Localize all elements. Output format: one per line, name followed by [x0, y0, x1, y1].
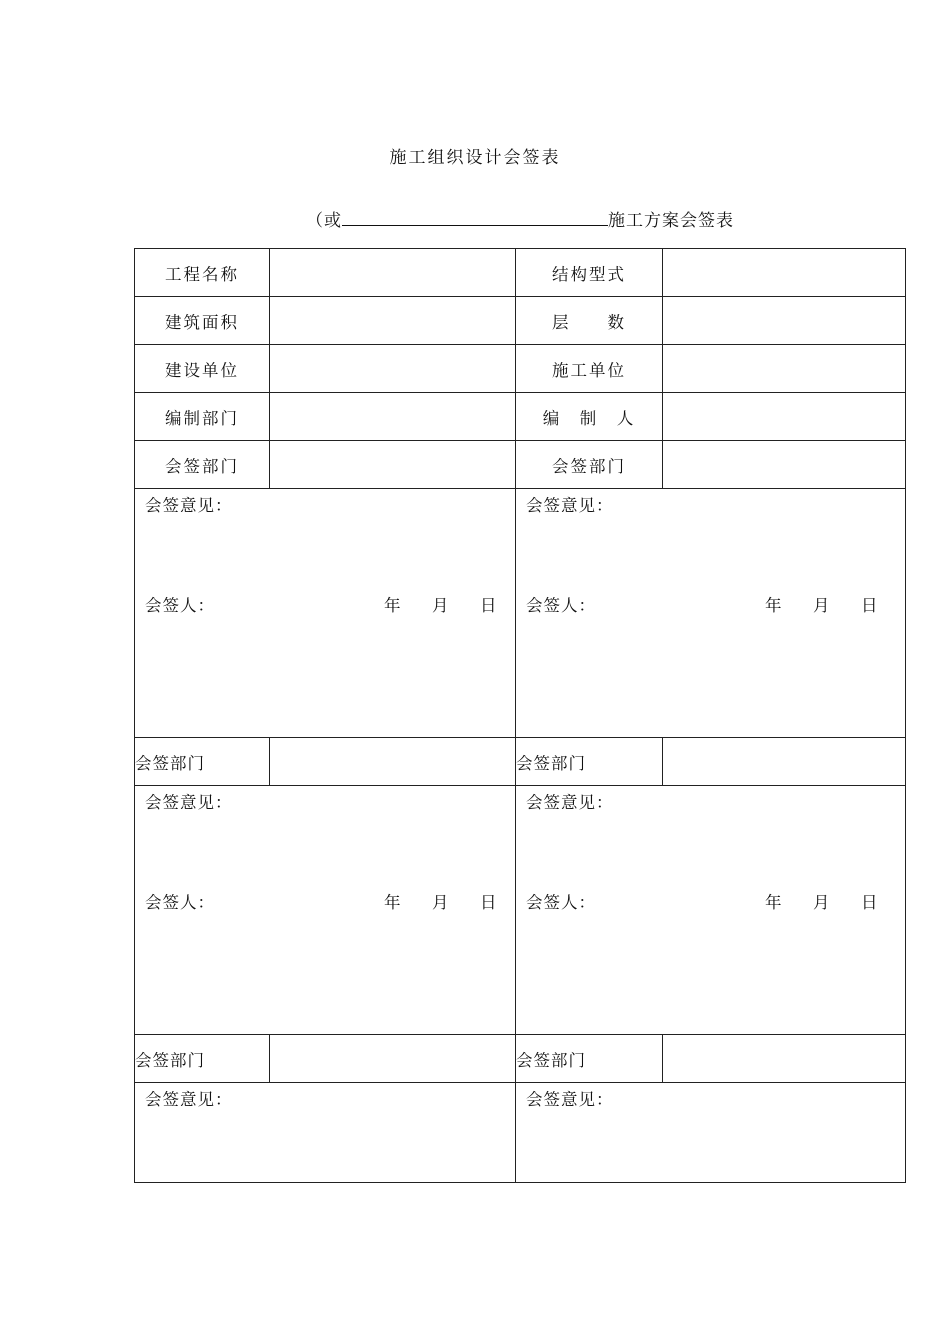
field-signoff-dept[interactable] — [270, 1035, 516, 1083]
label-signoff-dept: 会签部门 — [135, 738, 270, 786]
sign-off-table — [134, 248, 906, 1183]
date-line — [384, 592, 528, 616]
opinion-label: 会签意见： — [526, 496, 614, 515]
opinion-label: 会签意见： — [145, 793, 233, 812]
label-building-area: 建筑面积 — [135, 297, 270, 345]
opinion-label: 会签意见： — [526, 1090, 614, 1109]
opinion-cell[interactable] — [516, 489, 906, 738]
label-signoff-dept: 会签部门 — [135, 1035, 270, 1083]
year-label: 年 — [384, 596, 401, 615]
signer-label: 会签人： — [526, 893, 596, 912]
field-signoff-dept[interactable] — [270, 441, 516, 489]
row-prep-dept — [135, 393, 906, 441]
subtitle — [306, 206, 734, 231]
field-signoff-dept[interactable] — [270, 738, 516, 786]
opinion-cell[interactable] — [516, 786, 906, 1035]
opinion-label: 会签意见： — [526, 793, 614, 812]
label-signoff-dept: 会签部门 — [516, 738, 663, 786]
field-signoff-dept[interactable] — [663, 1035, 906, 1083]
opinion-row-1 — [135, 489, 906, 738]
day-label: 日 — [480, 893, 497, 912]
row-signoff-dept-3 — [135, 1035, 906, 1083]
label-floors: 层 数 — [516, 297, 663, 345]
label-prep-dept: 编制部门 — [135, 393, 270, 441]
month-label: 月 — [432, 596, 449, 615]
opinion-label: 会签意见： — [145, 1090, 233, 1109]
signer-label: 会签人： — [145, 596, 215, 615]
opinion-cell[interactable] — [516, 1083, 906, 1183]
year-label: 年 — [384, 893, 401, 912]
field-signoff-dept[interactable] — [663, 738, 906, 786]
opinion-row-3 — [135, 1083, 906, 1183]
label-signoff-dept: 会签部门 — [135, 441, 270, 489]
year-label: 年 — [765, 893, 782, 912]
row-signoff-dept-1 — [135, 441, 906, 489]
field-project-name[interactable] — [270, 249, 516, 297]
date-line — [765, 592, 909, 616]
label-owner: 建设单位 — [135, 345, 270, 393]
month-label: 月 — [432, 893, 449, 912]
row-owner — [135, 345, 906, 393]
field-building-area[interactable] — [270, 297, 516, 345]
field-structure-type[interactable] — [663, 249, 906, 297]
date-line — [765, 889, 909, 913]
row-signoff-dept-2 — [135, 738, 906, 786]
label-preparer: 编 制 人 — [516, 393, 663, 441]
field-floors[interactable] — [663, 297, 906, 345]
day-label: 日 — [480, 596, 497, 615]
label-signoff-dept: 会签部门 — [516, 1035, 663, 1083]
row-building-area — [135, 297, 906, 345]
opinion-row-2 — [135, 786, 906, 1035]
day-label: 日 — [861, 893, 878, 912]
row-project-name — [135, 249, 906, 297]
opinion-label: 会签意见： — [145, 496, 233, 515]
date-line — [384, 889, 528, 913]
field-contractor[interactable] — [663, 345, 906, 393]
opinion-cell[interactable] — [135, 1083, 516, 1183]
year-label: 年 — [765, 596, 782, 615]
subtitle-blank-line[interactable] — [342, 210, 608, 226]
signer-label: 会签人： — [526, 596, 596, 615]
opinion-cell[interactable] — [135, 786, 516, 1035]
page-title: 施工组织设计会签表 — [389, 148, 561, 168]
month-label: 月 — [813, 893, 830, 912]
label-project-name: 工程名称 — [135, 249, 270, 297]
signer-label: 会签人： — [145, 893, 215, 912]
field-prep-dept[interactable] — [270, 393, 516, 441]
field-preparer[interactable] — [663, 393, 906, 441]
label-structure-type: 结构型式 — [516, 249, 663, 297]
label-contractor: 施工单位 — [516, 345, 663, 393]
opinion-cell[interactable] — [135, 489, 516, 738]
label-signoff-dept: 会签部门 — [516, 441, 663, 489]
day-label: 日 — [861, 596, 878, 615]
subtitle-prefix: （或 — [306, 211, 342, 231]
subtitle-suffix: 施工方案会签表 — [608, 211, 734, 231]
field-signoff-dept[interactable] — [663, 441, 906, 489]
field-owner[interactable] — [270, 345, 516, 393]
month-label: 月 — [813, 596, 830, 615]
